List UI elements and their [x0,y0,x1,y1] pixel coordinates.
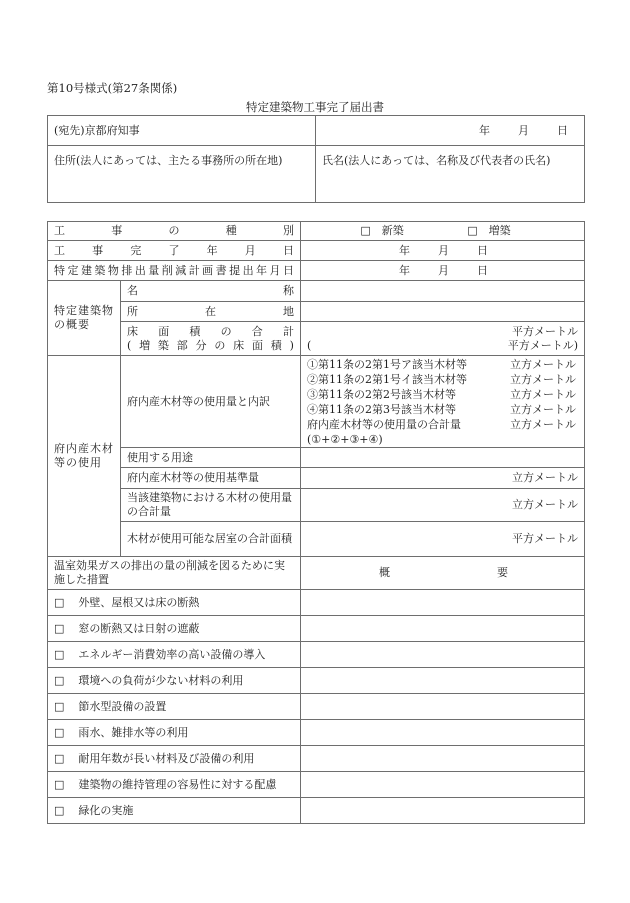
measure-row [48,642,585,668]
floor-area-label-char: 床 [127,324,138,338]
plan-submission-label-char: 物 [107,263,119,277]
breakdown-item-label: ③第11条の2第2号該当木材等 [307,388,456,401]
measure-row [48,746,585,772]
plan-submission-label-char: 出 [242,263,254,277]
measure-summary-field[interactable] [301,772,585,798]
building-name-label [121,281,301,302]
measure-label: 耐用年数が長い材料及び設備の利用 [78,751,255,765]
total-formula: (①+②+③+④) [307,433,383,446]
address-label: 住所(法人にあっては、主たる事務所の所在地) [54,154,283,167]
extension-checkbox[interactable]: □ 増築 [467,224,511,237]
addition-area-label-char: 面 [251,338,263,352]
measure-row [48,694,585,720]
form-number: 第10号様式(第27条関係) [47,81,178,95]
measure-label: 窓の断熱又は日射の遮蔽 [78,621,200,635]
measure-summary-field[interactable] [301,668,585,694]
room-area-field[interactable] [301,522,585,557]
day-label: 日 [477,243,488,257]
summary-header [301,557,585,590]
addition-area-label-char: 築 [157,338,169,352]
completion-date-label [48,241,301,261]
breakdown-item [307,372,578,387]
completion-date-label-char: 事 [92,243,104,257]
building-name-field[interactable] [301,281,585,302]
work-type-label-char: 工 [54,224,65,237]
purpose-field[interactable] [301,448,585,468]
breakdown-item-unit: 立方メートル [510,373,576,386]
total-wood-label: 当該建築物における木材の使用量の合計量 [121,489,301,522]
plan-submission-date-field[interactable] [301,261,585,281]
addition-area-label-char: 分 [195,338,207,352]
plan-submission-label-char: 削 [161,263,173,277]
measure-item [48,642,301,668]
plan-submission-label-char: 建 [80,263,92,277]
breakdown-item-label: ④第11条の2第3号該当木材等 [307,403,456,416]
breakdown-item [307,387,578,402]
plan-submission-label-char: 年 [256,263,268,277]
floor-area-label-char: 積 [189,324,201,338]
checkbox-icon[interactable]: □ [54,725,65,739]
location-label-char: 地 [283,304,294,318]
breakdown-item [307,357,578,372]
plan-submission-label-char: 出 [134,263,146,277]
checkbox-icon[interactable]: □ [54,621,65,635]
year-label: 年 [399,263,410,277]
wood-use-group-label: 府内産木材等の使用 [48,356,121,557]
submission-date[interactable] [316,116,585,146]
addition-area-open: ( [307,338,312,352]
addition-area-unit: 平方メートル) [507,338,578,352]
year-label: 年 [399,243,410,257]
measure-summary-field[interactable] [301,590,585,616]
breakdown-item-label: ①第11条の2第1号ア該当木材等 [307,358,467,371]
location-label-char: 在 [205,304,216,318]
plan-submission-label-char: 排 [121,263,133,277]
plan-submission-label-char: 量 [148,263,160,277]
completion-date-label-char: 了 [168,243,180,257]
document-title: 特定建築物工事完了届出書 [246,100,384,114]
unit-label: 平方メートル [512,532,578,545]
month-label: 月 [438,243,449,257]
measure-item [48,668,301,694]
measure-row [48,772,585,798]
month-label: 月 [438,263,449,277]
measure-label: 外壁、屋根又は床の断熱 [78,595,200,609]
plan-submission-label-char: 提 [229,263,241,277]
measure-summary-field[interactable] [301,746,585,772]
month-label: 月 [518,124,529,137]
plan-submission-label-char: 月 [269,263,281,277]
measure-summary-field[interactable] [301,694,585,720]
completion-date-label-char: 工 [54,243,65,257]
plan-submission-label-char: 減 [175,263,187,277]
plan-submission-label-char: 特 [54,263,65,277]
checkbox-icon[interactable]: □ [54,777,65,791]
purpose-label: 使用する用途 [121,448,301,468]
day-label: 日 [477,263,488,277]
plan-submission-label-char: 計 [188,263,200,277]
measure-item [48,772,301,798]
measure-row [48,720,585,746]
addition-area-label-char: 積 [270,338,282,352]
breakdown-item-label: 府内産木材等の使用量の合計量 [307,418,461,431]
breakdown-field[interactable] [301,356,585,448]
breakdown-item-unit: 立方メートル [510,403,576,416]
measure-item [48,694,301,720]
plan-submission-label-char: 築 [94,263,106,277]
name-label-char: 称 [283,284,294,297]
completion-date-label-char: 月 [244,243,256,257]
day-label: 日 [557,124,568,137]
floor-area-label-char: 計 [282,324,294,338]
measure-item [48,798,301,824]
name-label-char: 名 [127,284,138,297]
breakdown-item-unit: 立方メートル [510,418,576,431]
standard-amount-label: 府内産木材等の使用基準量 [121,468,301,489]
completion-date-label-char: 年 [206,243,218,257]
measure-row [48,616,585,642]
plan-submission-label-char: 定 [67,263,79,277]
floor-area-label [121,322,301,356]
breakdown-item-unit: 立方メートル [510,388,576,401]
total-wood-field[interactable] [301,489,585,522]
checkbox-icon[interactable]: □ [54,673,65,687]
addition-area-label-char: ( [127,338,132,352]
breakdown-item-unit: 立方メートル [510,358,576,371]
address-field[interactable] [48,146,316,203]
measure-summary-field[interactable] [301,720,585,746]
floor-area-unit: 平方メートル [512,324,578,338]
unit-label: 立方メートル [512,471,578,484]
checkbox-icon[interactable]: □ [54,803,65,817]
checkbox-icon[interactable]: □ [54,699,65,713]
work-type-label-char: の [168,224,180,237]
plan-submission-label-char: 書 [215,263,227,277]
year-label: 年 [479,124,490,137]
breakdown-item-label: ②第11条の2第1号イ該当木材等 [307,373,467,386]
location-field[interactable] [301,302,585,322]
location-label [121,302,301,322]
location-label-char: 所 [127,304,138,318]
work-type-label-char: 別 [283,224,294,237]
breakdown-item [307,417,578,432]
addition-area-label-char: の [214,338,226,352]
work-type-label-char: 種 [225,224,237,237]
addressee-table [47,115,585,203]
addition-area-label-char: 床 [233,338,245,352]
measure-summary-field[interactable] [301,616,585,642]
measure-label: 雨水、雑排水等の利用 [78,725,189,739]
room-area-label: 木材が使用可能な居室の合計面積 [121,522,301,557]
measure-label: エネルギー消費効率の高い設備の導入 [78,647,266,661]
measure-row [48,798,585,824]
work-type-options [301,222,585,241]
floor-area-field[interactable] [301,322,585,356]
breakdown-item [307,402,578,417]
measure-label: 節水型設備の設置 [78,699,167,713]
measure-summary-field[interactable] [301,798,585,824]
measure-item [48,720,301,746]
plan-submission-label-char: 画 [202,263,214,277]
measure-label: 緑化の実施 [78,803,134,817]
floor-area-label-char: の [220,324,232,338]
completion-date-label-char: 日 [282,243,294,257]
floor-area-label-char: 面 [158,324,170,338]
summary-header-char: 概 [379,566,390,579]
measure-label: 建築物の維持管理の容易性に対する配慮 [78,777,277,791]
measure-row [48,668,585,694]
work-type-label [48,222,301,241]
checkbox-icon[interactable]: □ [54,647,65,661]
measure-label: 環境への負荷が少ない材料の利用 [78,673,244,687]
addressee: (宛先)京都府知事 [48,116,316,146]
summary-header-char: 要 [497,566,508,579]
checkbox-icon[interactable]: □ [54,751,65,765]
addition-area-label-char: ) [289,338,294,352]
measures-header-label: 温室効果ガスの排出の量の削減を図るために実施した措置 [48,557,301,590]
completion-date-label-char: 完 [130,243,142,257]
measure-row [48,590,585,616]
completion-date-field[interactable] [301,241,585,261]
measure-item [48,746,301,772]
checkbox-icon[interactable]: □ [54,595,65,609]
plan-submission-label-char: 日 [282,263,294,277]
addition-area-label-char: 部 [176,338,188,352]
measure-item [48,616,301,642]
measure-item [48,590,301,616]
measure-summary-field[interactable] [301,642,585,668]
breakdown-label: 府内産木材等の使用量と内訳 [121,356,301,448]
plan-submission-date-label [48,261,301,281]
unit-label: 立方メートル [512,498,578,511]
main-table [47,221,585,824]
overview-group-label: 特定建築物の概要 [48,281,121,356]
work-type-label-char: 事 [111,224,123,237]
new-construction-checkbox[interactable]: □ 新築 [360,224,404,237]
floor-area-label-char: 合 [251,324,263,338]
name-label: 氏名(法人にあっては、名称及び代表者の氏名) [322,154,551,167]
name-field[interactable] [316,146,585,203]
standard-amount-field[interactable] [301,468,585,489]
addition-area-label-char: 増 [139,338,151,352]
